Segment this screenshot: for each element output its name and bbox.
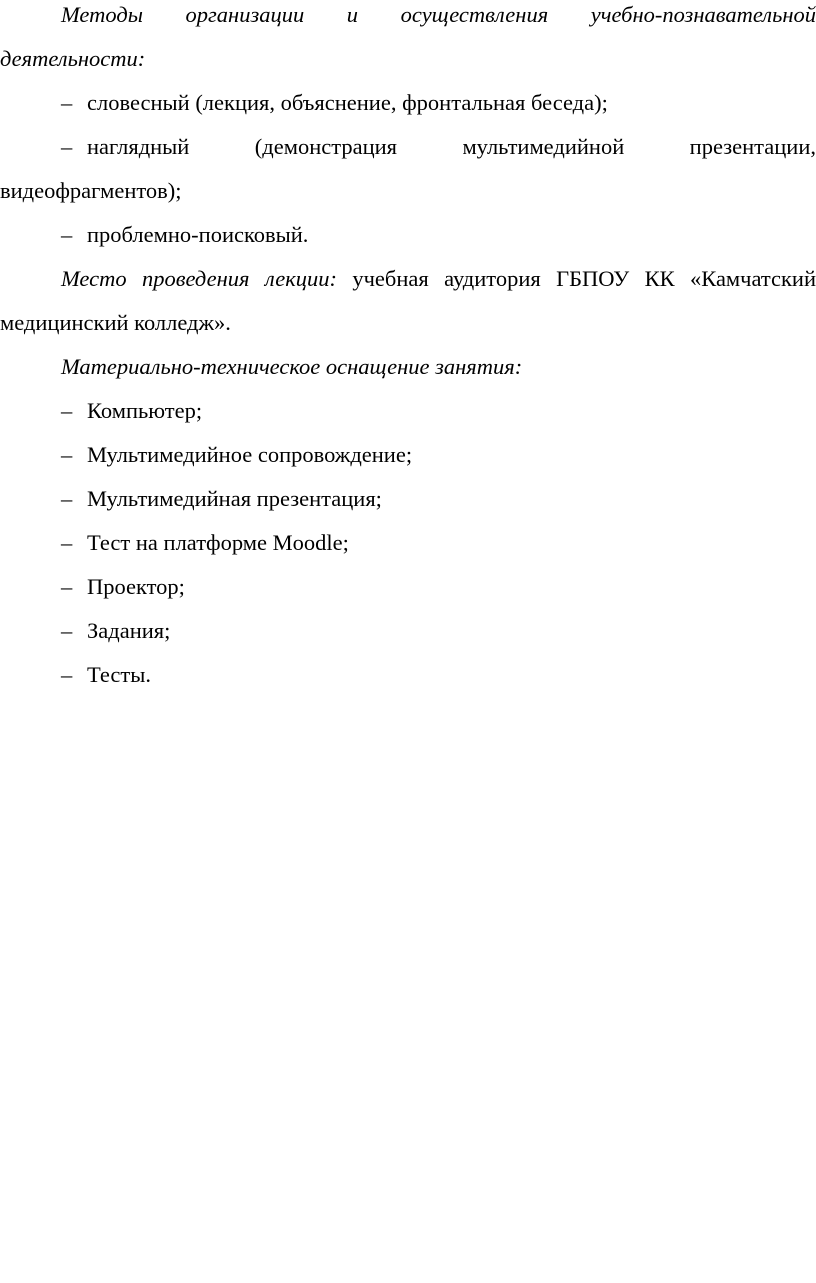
dash-bullet: – xyxy=(61,662,73,687)
list-item xyxy=(0,653,816,697)
venue-paragraph xyxy=(0,257,816,345)
list-item-text: Задания; xyxy=(87,618,171,643)
list-item-text: Компьютер; xyxy=(87,398,203,423)
venue-label: Место проведения лекции: xyxy=(61,266,337,291)
list-item xyxy=(0,213,816,257)
dash-bullet: – xyxy=(61,574,73,599)
equipment-heading: Материально-техническое оснащение занятия: xyxy=(61,354,523,379)
dash-bullet: – xyxy=(61,486,73,511)
list-item-text: Проектор; xyxy=(87,574,185,599)
list-item xyxy=(0,433,816,477)
dash-bullet: – xyxy=(61,90,73,115)
list-item-text: Тест на платформе Moodle; xyxy=(87,530,349,555)
dash-bullet: – xyxy=(61,618,73,643)
dash-bullet: – xyxy=(61,222,73,247)
list-item xyxy=(0,125,816,213)
list-item-text: Мультимедийная презентация; xyxy=(87,486,382,511)
venue-value: учебная аудитория ГБПОУ КК «Камчатский медицинский колледж». xyxy=(0,266,816,335)
list-item xyxy=(0,389,816,433)
list-item xyxy=(0,609,816,653)
dash-bullet: – xyxy=(61,442,73,467)
dash-bullet: – xyxy=(61,134,73,159)
list-item-text: словесный (лекция, объяснение, фронтальная беседа); xyxy=(87,90,608,115)
list-item-text: проблемно-поисковый. xyxy=(87,222,309,247)
list-item xyxy=(0,81,816,125)
list-item-text: Мультимедийное сопровождение; xyxy=(87,442,413,467)
list-item xyxy=(0,565,816,609)
list-item xyxy=(0,521,816,565)
list-item xyxy=(0,477,816,521)
dash-bullet: – xyxy=(61,398,73,423)
methods-heading: Методы организации и осуществления учебно-познавательной деятельности: xyxy=(0,2,816,71)
list-item-text: наглядный (демонстрация мультимедийной презентации, видеофрагментов); xyxy=(0,134,816,203)
dash-bullet: – xyxy=(61,530,73,555)
list-item-text: Тесты. xyxy=(87,662,151,687)
